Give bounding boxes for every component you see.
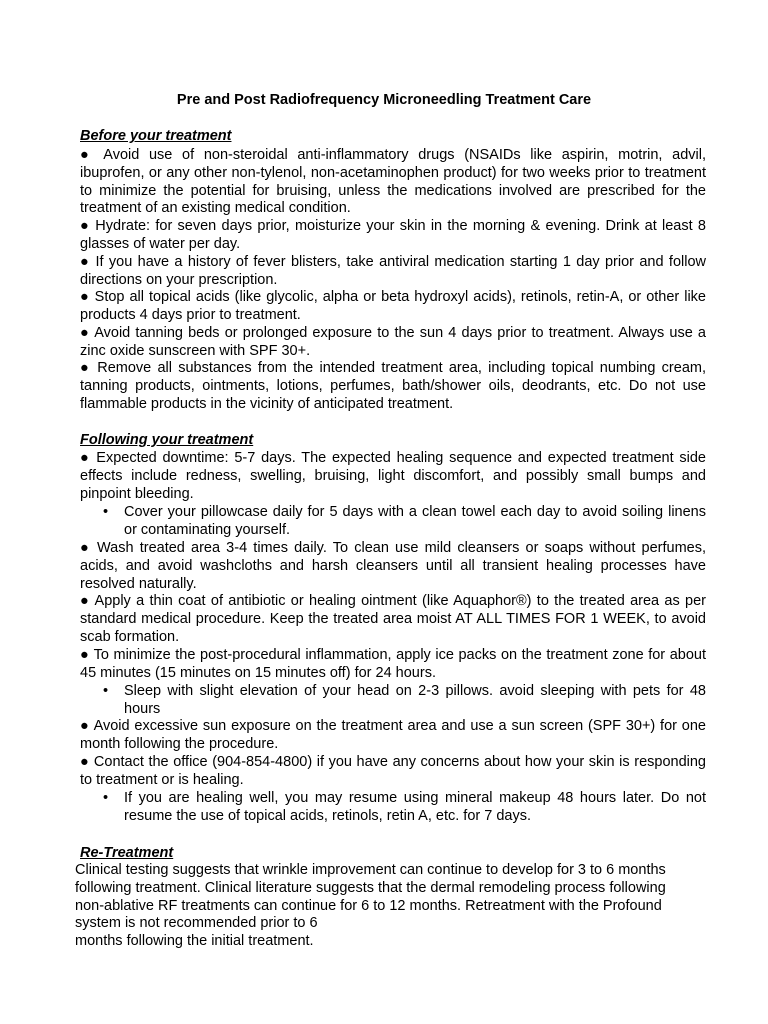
bullet-icon: •	[103, 683, 109, 699]
before-heading: Before your treatment	[80, 128, 232, 144]
retreatment-heading: Re-Treatment	[80, 845, 174, 861]
before-item-remove-substances: ● Remove all substances from the intended treatment area, including topical numbing cream, tanning products, ointments, lotions, perfumes, bath/shower oils, deodrants, etc. Do not use flammable products in the vicinity of anticipated treatment.	[80, 360, 706, 412]
retreatment-line: following treatment. Clinical literature suggests that the dermal remodeling process following	[75, 879, 666, 896]
following-heading: Following your treatment	[80, 432, 254, 448]
following-item-ointment: ● Apply a thin coat of antibiotic or healing ointment (like Aquaphor®) to the treated area as per standard medical procedure. Keep the treated area moist AT ALL TIMES FOR 1 WEEK, to avoid scab formation.	[80, 593, 706, 645]
before-item-tanning: ● Avoid tanning beds or prolonged exposure to the sun 4 days prior to treatment. Always use a zinc oxide sunscreen with SPF 30+.	[80, 325, 706, 359]
subitem-text: Sleep with slight elevation of your head on 2-3 pillows. avoid sleeping with pets for 48 hours	[124, 683, 706, 717]
bullet-icon: •	[103, 790, 109, 806]
following-item-ice-packs: ● To minimize the post-procedural inflammation, apply ice packs on the treatment zone for about 45 minutes (15 minutes on 15 minutes off) for 24 hours.	[80, 647, 706, 681]
following-item-downtime: ● Expected downtime: 5-7 days. The expected healing sequence and expected treatment side effects include redness, swelling, bruising, light discomfort, and possibly small bumps and pinpoint bleeding.	[80, 450, 706, 502]
following-subitem-sleep	[103, 683, 706, 719]
retreatment-line: non-ablative RF treatments can continue for 6 to 12 months. Retreatment with the Profound	[75, 897, 662, 914]
subitem-text: If you are healing well, you may resume using mineral makeup 48 hours later. Do not resume the use of topical acids, retinols, retin A, etc. for 7 days.	[124, 790, 706, 824]
retreatment-line: months following the initial treatment.	[75, 933, 314, 950]
following-subitem-makeup	[103, 790, 706, 826]
before-item-avoid-nsaids: ● Avoid use of non-steroidal anti-inflammatory drugs (NSAIDs like aspirin, motrin, advil, ibuprofen, or any other non-tylenol, non-acetaminophen product) for two weeks prior to treatment to minimize the potential for bruising, unless the medications involved are prescribed for the treatment of an existing medical condition.	[80, 147, 706, 217]
subitem-text: Cover your pillowcase daily for 5 days with a clean towel each day to avoid soiling linens or contaminating yourself.	[124, 504, 706, 538]
retreatment-paragraph	[75, 862, 715, 951]
following-subitem-pillowcase	[103, 504, 706, 540]
following-item-contact-office: ● Contact the office (904-854-4800) if you have any concerns about how your skin is responding to treatment or is healing.	[80, 754, 706, 788]
following-item-wash: ● Wash treated area 3-4 times daily. To clean use mild cleansers or soaps without perfumes, acids, and avoid washcloths and harsh cleansers until all transient healing processes have resolved naturally.	[80, 540, 706, 592]
page-title: Pre and Post Radiofrequency Microneedling Treatment Care	[176, 92, 592, 108]
before-item-topical-acids: ● Stop all topical acids (like glycolic, alpha or beta hydroxyl acids), retinols, retin-A, or other like products 4 days prior to treatment.	[80, 289, 706, 323]
before-item-fever-blisters: ● If you have a history of fever blisters, take antiviral medication starting 1 day prior and follow directions on your prescription.	[80, 254, 706, 288]
bullet-icon: •	[103, 504, 109, 520]
before-item-hydrate: ● Hydrate: for seven days prior, moisturize your skin in the morning & evening. Drink at least 8 glasses of water per day.	[80, 218, 706, 252]
retreatment-line: system is not recommended prior to 6	[75, 915, 318, 932]
retreatment-line: Clinical testing suggests that wrinkle improvement can continue to develop for 3 to 6 months	[75, 862, 666, 878]
following-item-sun-exposure: ● Avoid excessive sun exposure on the treatment area and use a sun screen (SPF 30+) for one month following the procedure.	[80, 718, 706, 752]
